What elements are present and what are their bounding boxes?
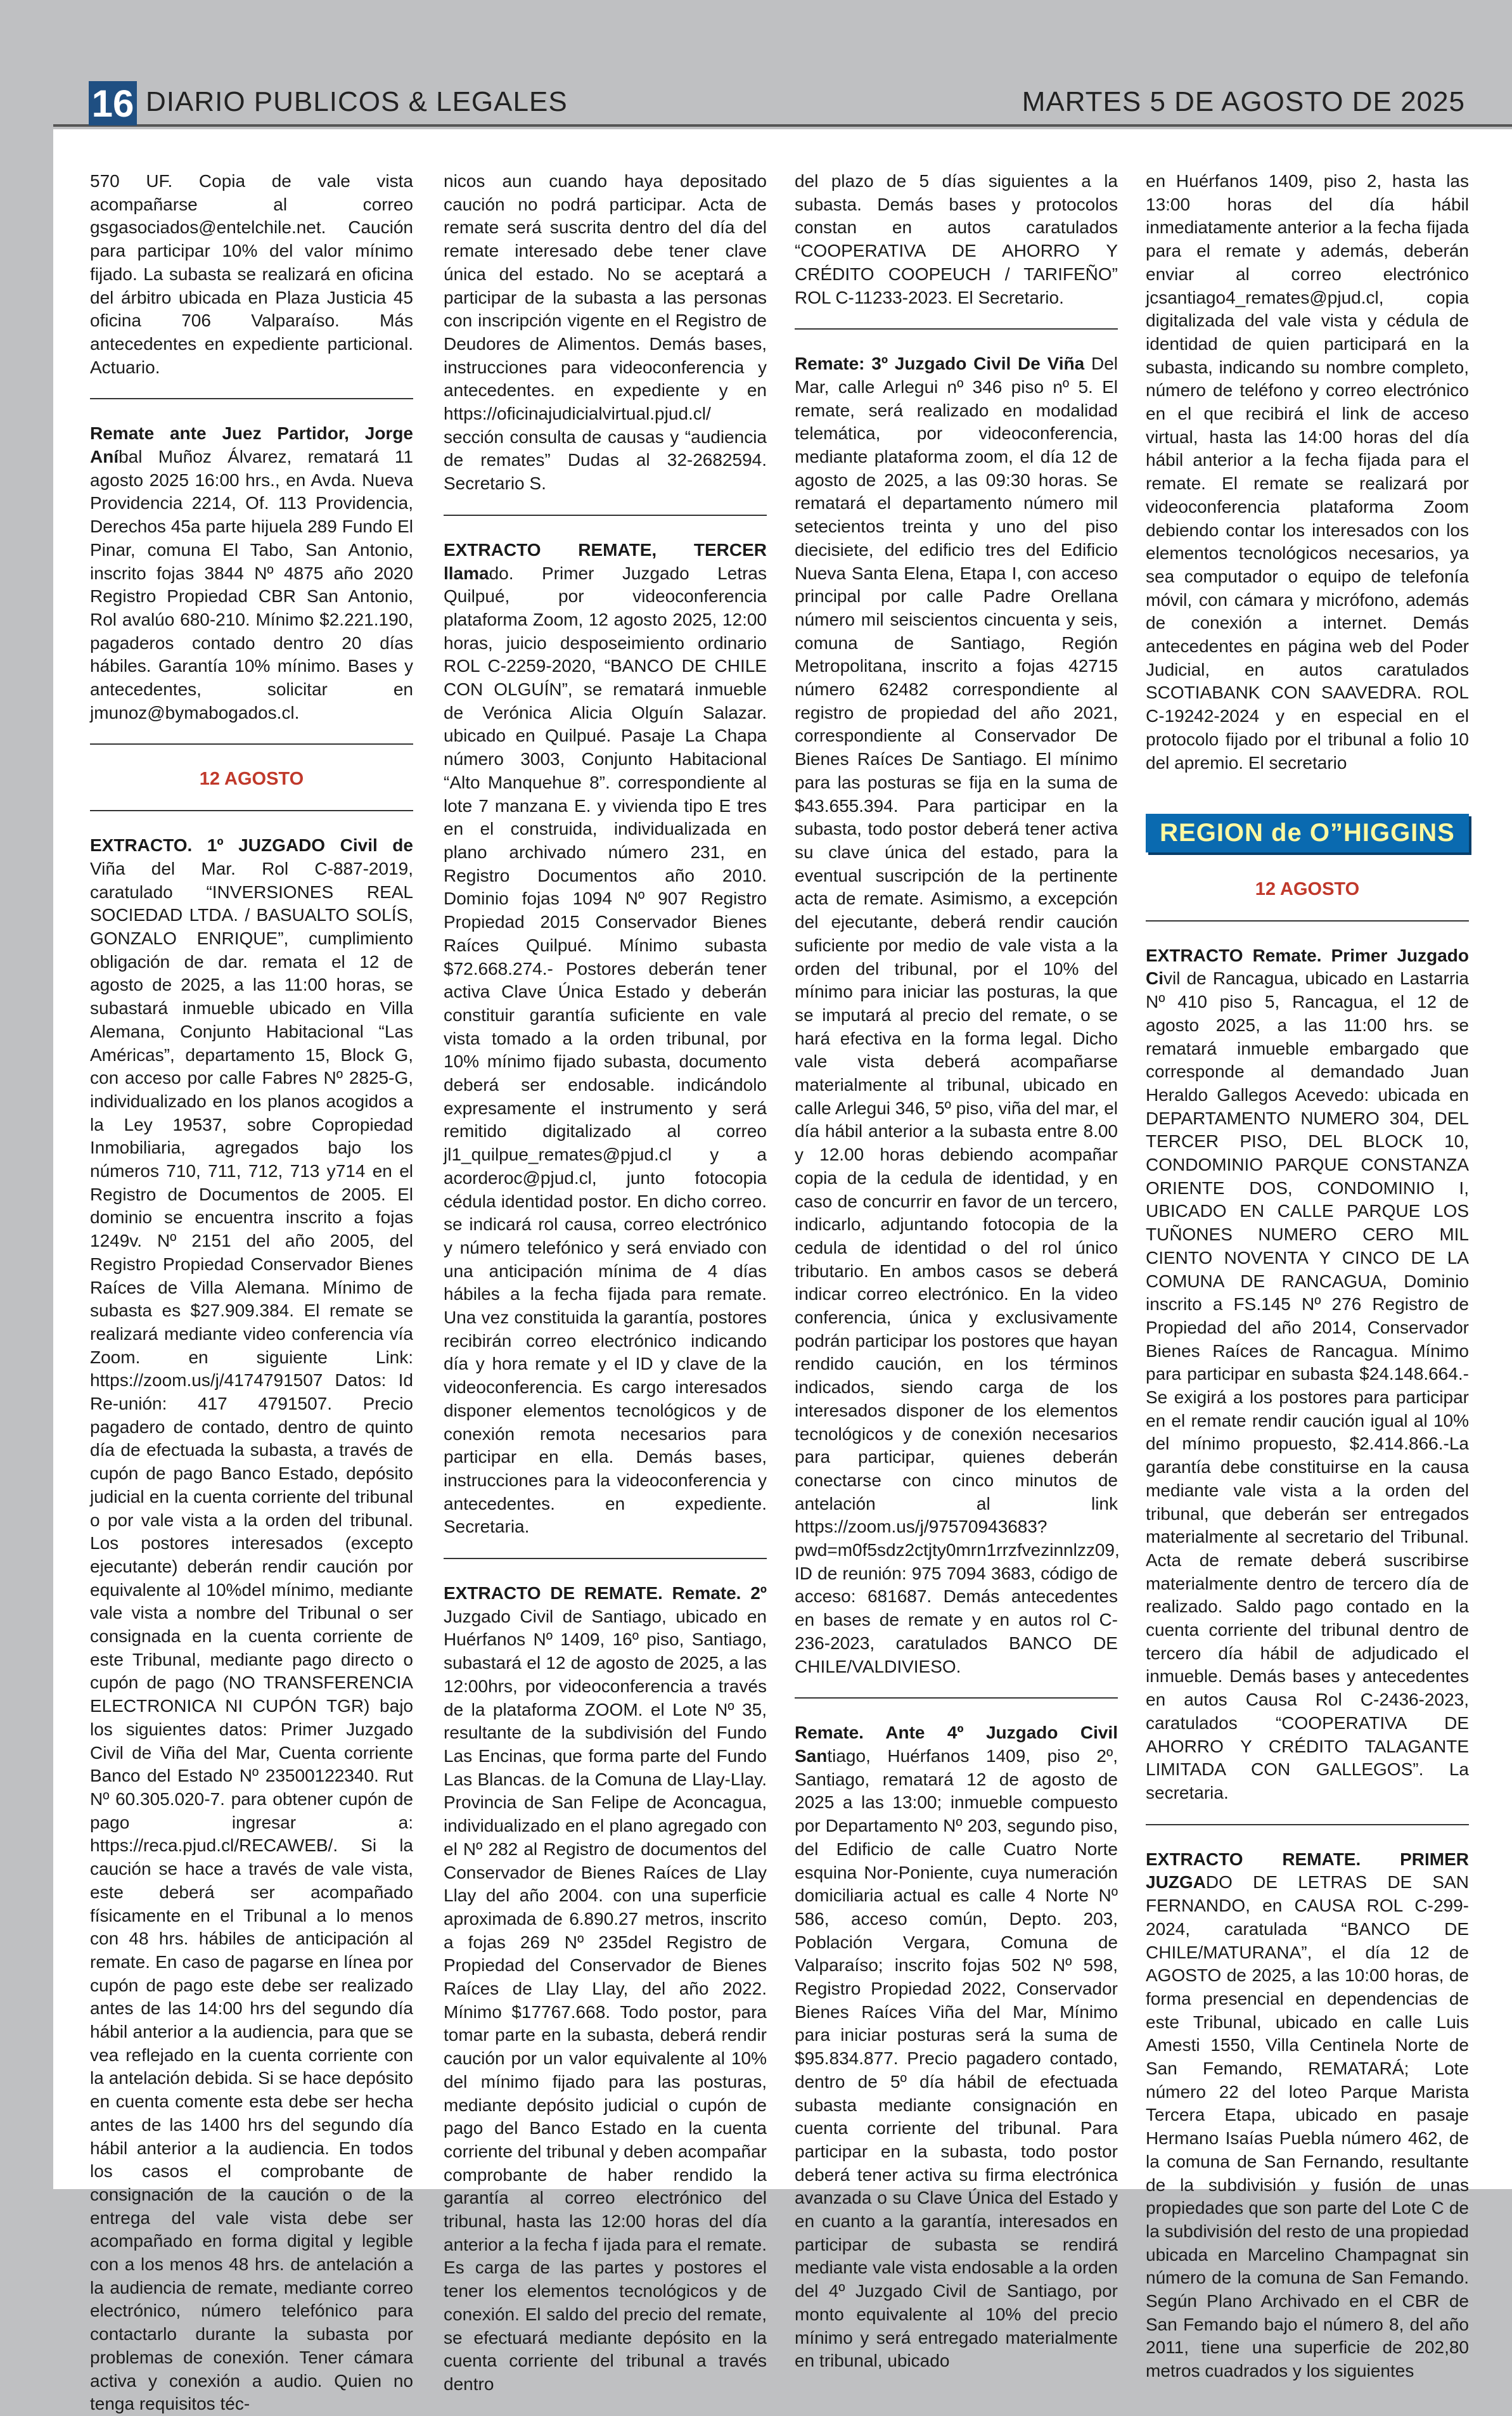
notice-divider: [90, 398, 413, 399]
notice-lead: Remate. Ante 4º Juzgado Civil San: [795, 1723, 1118, 1766]
notice-text: nicos aun cuando haya depositado caución no podrá participar. Acta de remate será suscrita dentro del día del remate interesado debe tener clave única del estado. No se aceptará a participar de la subasta a las personas con inscripción vigente en el Registro de Deudores de Alimentos. Demás bases, instrucciones para videoconferencia y antecedentes. en expediente y en https://oficinajudicialvirtual.pjud.cl/ sección consulta de causas y “audiencia de remates” Dudas al 32-2682594. Secretario S.: [444, 171, 767, 494]
notice-divider: [90, 810, 413, 811]
date-heading: 12 AGOSTO: [199, 769, 304, 790]
notice-lead: EXTRACTO DE REMATE. Remate. 2º: [444, 1583, 767, 1603]
notice-divider: [1146, 920, 1469, 922]
issue-date: MARTES 5 DE AGOSTO DE 2025: [1022, 86, 1465, 117]
header-rule: [53, 124, 1512, 127]
notice: [90, 422, 413, 724]
notice-divider: [1146, 1824, 1469, 1825]
notice: [1146, 1848, 1469, 2383]
notice-body: tiago, Huérfanos 1409, piso 2º, Santiago, rematará 12 de agosto de 2025 a las 13:00; inmueble compuesto por Departamento Nº 203, segundo piso, del Edificio de calle Cuatro Norte esquina Nor-Poniente, cuya numeración domiciliaria actual es calle 4 Norte Nº 586, acceso común, Depto. 203, Población Vergara, Comuna de Valparaíso; inscrito fojas 502 Nº 598, Registro Propiedad 2022, Conservador Bienes Raíces Viña del Mar, Mínimo para iniciar posturas será la suma de $95.834.877. Precio pagadero contado, dentro de 5º día hábil de efectuada subasta mediante consignación en cuenta corriente del tribunal. Para participar en la subasta, todo postor deberá tener activa su firma electrónica avanzada o su Clave Única del Estado y en cuanto a la garantía, interesados en participar de subasta se rendirá mediante vale vista endosable a la orden del 4º Juzgado Civil de Santiago, por monto equivalente al 10% del precio mínimo y será entregado materialmente en tribunal, ubicado: [795, 1746, 1118, 2371]
notice-body: vil de Rancagua, ubicado en Lastarria Nº 410 piso 5, Rancagua, el 12 de agosto 2025, a las 11:00 hrs. se rematará inmueble embargado que corresponde al demandado Juan Heraldo Gallegos Acevedo: ubicada en DEPARTAMENTO NUMERO 304, DEL TERCER PISO, DEL BLOCK 10, CONDOMINIO PARQUE CONSTANZA ORIENTE DOS, CONDOMINIO I, UBICADO EN CALLE PARQUE LOS TUÑONES NUMERO CERO MIL CIENTO NOVENTA Y CINCO DE LA COMUNA DE RANCAGUA, Dominio inscrito a FS.145 Nº 276 Registro de Propiedad del año 2014, Conservador Bienes Raíces de Rancagua. Mínimo para participar en subasta $24.148.664.- Se exigirá a los postores para participar en el remate rendir caución igual al 10% del mínimo propuesto, $2.414.866.-La garantía debe constituirse en la causa mediante vale vista a la orden del tribunal, que deberán ser entregados materialmente al secretario del Tribunal. Acta de remate deberá suscribirse materialmente dentro de tercero día de realizado. Saldo pago contado en la cuenta corriente del tribunal dentro de tercero día hábil de adjudicado el inmueble. Demás bases y antecedentes en autos Causa Rol C-2436-2023, caratulados “COOPERATIVA DE AHORRO Y CRÉDITO TALAGANTE LIMITADA CON GALLEGOS”. La secretaria.: [1146, 968, 1469, 1802]
section-title: DIARIO PUBLICOS & LEGALES: [146, 86, 568, 117]
notice-text: 570 UF. Copia de vale vista acompañarse al correo gsgasociados@entelchile.net. Caución para participar 10% del valor mínimo fijado. La subasta se realizará en oficina del árbitro ubicada en Plaza Justicia 45 oficina 706 Valparaíso. Más antecedentes en expediente particional. Actuario.: [90, 171, 413, 377]
column-3: [795, 170, 1120, 2371]
notice-body: Juzgado Civil de Santiago, ubicado en Huérfanos Nº 1409, 16º piso, Santiago, subastará el 12 de agosto de 2025, a las 12:00hrs, por videoconferencia a través de la plataforma ZOOM. el Lote Nº 35, resultante de la subdivisión del Fundo Las Encinas, que forma parte del Fundo Las Blancas. de la Comuna de Llay-Llay. Provincia de San Felipe de Aconcagua, individualizado en el plano agregado con el Nº 282 al Registro de documentos del Conservador de Bienes Raíces de Llay Llay del año 2004. con una superficie aproximada de 6.890.27 metros, inscrito a fojas 269 Nº 235del Registro de Propiedad del Conservador de Bienes Raíces de Llay Llay, del año 2022. Mínimo $17767.668. Todo postor, para tomar parte en la subasta, deberá rendir caución por un valor equivalente al 10% del mínimo fijado para las posturas, mediante depósito judicial o cupón de pago del Banco Estado en la cuenta corriente del tribunal y deben acompañar comprobante de haber rendido la garantía al correo electrónico del tribunal, hasta las 12:00 horas del día anterior a la fecha f ijada para el remate. Es carga de las partes y postores el tener los elementos tecnológicos y de conexión. El saldo del precio del remate, se efectuará mediante depósito en la cuenta corriente del tribunal a través dentro: [444, 1606, 767, 2394]
notice-lead: EXTRACTO REMATE, TERCER llama: [444, 539, 767, 583]
notice-body: do. Primer Juzgado Letras Quilpué, por videoconferencia plataforma Zoom, 12 agosto 2025, 12:00 horas, juicio desposeimiento ordinario ROL C-2259-2020, “BANCO DE CHILE CON OLGUÍN”, se rematará inmueble de Verónica Alicia Olguín Salazar. ubicado en Quilpué. Pasaje La Chapa número 3003, Conjunto Habitacional “Alto Manquehue 8”. correspondiente al lote 7 manzana E. y vivienda tipo E tres en el construida, individualizada en plano archivado número 231, en Registro Documentos año 2010. Dominio fojas 1094 Nº 907 Registro Propiedad 2015 Conservador Bienes Raíces Quilpué. Mínimo subasta $72.668.274.- Postores deberán tener activa Clave Única Estado y deberán constituir garantía suficiente en vale vista tomado a la orden tribunal, por 10% mínimo fijado subasta, documento deberá ser endosable. indicándolo expresamente el instrumento y será remitido digitalizado al correo jl1_quilpue_remates@pjud.cl y a acorderoc@pjud.cl, junto fotocopia cédula identidad postor. En dicho correo. se indicará rol causa, correo electrónico y número telefónico y será enviado con una anticipación mínima de 4 días hábiles a la fecha fijada para remate. Una vez constituida la garantía, postores recibirán correo electrónico indicando día y hora remate y el ID y clave de la videoconferencia. Es cargo interesados disponer elementos tecnológicos y de conexión remota necesarios para participar en ella. Demás bases, instrucciones para la videoconferencia y antecedentes. en expediente. Secretaria.: [444, 563, 767, 1537]
notice: [90, 834, 413, 2416]
notice: [795, 1721, 1118, 2373]
column-4: [1146, 170, 1469, 2381]
notice-body: bal Muñoz Álvarez, rematará 11 agosto 2025 16:00 hrs., en Avda. Nueva Providencia 2214, Of. 113 Providencia, Derechos 45a parte hijuela 289 Fundo El Pinar, comuna El Tabo, San Antonio, inscrito fojas 3844 Nº 4875 año 2020 Registro Propiedad CBR San Antonio, Rol avalúo 680-210. Mínimo $2.221.190, pagaderos contado dentro 20 días hábiles. Garantía 10% mínimo. Bases y antecedentes, solicitar en jmunoz@bymabogados.cl.: [90, 447, 413, 723]
region-banner: REGION de O”HIGGINS: [1146, 814, 1469, 852]
date-heading: 12 AGOSTO: [1255, 878, 1360, 899]
column-1: [90, 170, 413, 2414]
notice-divider: [90, 743, 413, 745]
notice: [795, 352, 1118, 1678]
notice: [444, 539, 767, 1539]
notice-body: Viña del Mar. Rol C-887-2019, caratulado “INVERSIONES REAL SOCIEDAD LTDA. / BASUALTO SOLÍS, GONZALO ENRIQUE”, cumplimiento obligación de dar. remata el 12 de agosto de 2025, a las 11:00 horas, se subastará inmueble ubicado en Villa Alemana, Conjunto Habitacional “Las Américas”, departamento 15, Block G, con acceso por calle Fabres Nº 2825-G, individualizado en los planos acogidos a la Ley 19537, sobre Copropiedad Inmobiliaria, agregados bajo los números 710, 711, 712, 713 y714 en el Registro de Documentos de 2005. El dominio se encuentra inscrito a fojas 1249v. Nº 2151 del año 2005, del Registro Propiedad Conservador Bienes Raíces de Villa Alemana. Mínimo de subasta es $27.909.384. El remate se realizará mediante video conferencia vía Zoom. en siguiente Link: https://zoom.us/j/4174791507 Datos: Id Re-unión: 417 4791507. Precio pagadero de contado, dentro de quinto día de efectuada la subasta, a través de cupón de pago Banco Estado, depósito judicial en la cuenta corriente del tribunal o por vale vista a la orden del tribunal. Los postores interesados (excepto ejecutante) deberán rendir caución por equivalente al 10%del mínimo, mediante vale vista a nombre del Tribunal o ser consignada en la cuenta corriente de este Tribunal, mediante pago directo o cupón de pago (NO TRANSFERENCIA ELECTRONICA NI CUPÓN TGR) bajo los siguientes datos: Primer Juzgado Civil de Viña del Mar, Cuenta corriente Banco del Estado Nº 23500122340. Rut Nº 60.305.020-7. para obtener cupón de pago ingresar a: https://reca.pjud.cl/RECAWEB/. Si la caución se hace a través de vale vista, este deberá ser acompañado físicamente en el Tribunal a lo menos con 48 hrs. hábiles de anticipación al remate. En caso de pagarse en línea por cupón de pago este debe ser realizado antes de las 14:00 hrs del segundo día hábil anterior a la audiencia, para que se vea reflejado en la cuenta corriente con la antelación debida. Si se hace depósito en cuenta comente esta debe ser hecha antes de las 1400 hrs del segundo día hábil anterior a la audiencia. En todos los casos el comprobante de consignación de la caución o de la entrega del vale vista debe ser acompañado en forma digital y legible con a los menos 48 hrs. de antelación a la audiencia de remate, mediante correo electrónico, número telefónico para contactarlo durante la subasta por problemas de conexión. Tener cámara activa y conexión a audio. Quien no tenga requisitos téc-: [90, 858, 413, 2414]
notice-text: del plazo de 5 días siguientes a la subasta. Demás bases y protocolos constan en autos caratulados “COOPERATIVA DE AHORRO Y CRÉDITO COOPEUCH / TARIFEÑO” ROL C-11233-2023. El Secretario.: [795, 171, 1118, 307]
notice-lead: EXTRACTO Remate. Primer Juzgado Ci: [1146, 945, 1469, 989]
notice-text: en Huérfanos 1409, piso 2, hasta las 13:00 horas del día hábil inmediatamente anterior a la fecha fijada para el remate y además, deberán enviar al correo electrónico jcsantiago4_remates@pjud.cl, copia digitalizada del vale vista y cédula de identidad de quien participará en la subasta, indicando su nombre completo, número de teléfono y correo electrónico en el que recibirá el link de acceso virtual, hasta las 14:00 horas del día hábil anterior a la fecha fijada para el remate. El remate se realizará por videoconferencia plataforma Zoom debiendo contar los interesados con los elementos tecnológicos necesarios, ya sea computador o equipo de telefonía móvil, con cámara y micrófono, además de conexión a internet. Demás antecedentes en página web del Poder Judicial, en autos caratulados SCOTIABANK CON SAAVEDRA. ROL C-19242-2024 y en especial en el protocolo fijado por el tribunal a folio 10 del apremio. El secretario: [1146, 171, 1469, 773]
column-2: [444, 170, 767, 2394]
page-number: 16: [89, 81, 137, 125]
notice-divider: [444, 1558, 767, 1559]
notice: [444, 1582, 767, 2396]
notice-body: DO DE LETRAS DE SAN FERNANDO, en CAUSA ROL C-299-2024, caratulada “BANCO DE CHILE/MATURANA”, el día 12 de AGOSTO de 2025, a las 10:00 horas, de forma presencial en dependencias de este Tribunal, ubicado en calle Luis Amesti 1550, Villa Centinela Norte de San Femando, REMATARÁ; Lote número 22 del loteo Parque Marista Tercera Etapa, ubicado en pasaje Hermano Isaías Puebla número 462, de la comuna de San Fernando, resultante de la subdivisión y fusión de unas propiedades que son parte del Lote C de la subdivisión del resto de una propiedad ubicada en Marcelino Champagnat sin número de la comuna de San Femando. Según Plano Archivado en el CBR de San Femando bajo el número 8, del año 2011, tiene una superficie de 202,80 metros cuadrados y los siguientes: [1146, 1872, 1469, 2381]
notice-divider: [444, 515, 767, 516]
notice-lead: EXTRACTO REMATE. PRIMER JUZGA: [1146, 1849, 1469, 1892]
notice-body: Del Mar, calle Arlegui nº 346 piso nº 5. El remate, será realizado en modalidad telemática, por videoconferencia, mediante plataforma zoom, el día 12 de agosto de 2025, a las 09:30 horas. Se rematará el departamento número mil setecientos treinta y uno del piso diecisiete, del edificio tres del Edificio Nueva Santa Elena, Etapa I, con acceso principal por calle Padre Orellana número mil seiscientos cincuenta y seis, comuna de Santiago, Región Metropolitana, inscrito a fojas 42715 número 62482 correspondiente al registro de propiedad del año 2021, correspondiente al Conservador De Bienes Raíces De Santiago. El mínimo para las posturas se fija en la suma de $43.655.394. Para participar en la subasta, todo postor deberá tener activa su clave única del estado, para la eventual suscripción de la pertinente acta de remate. Asimismo, a excepción del ejecutante, deberá rendir caución suficiente por medio de vale vista a la orden del tribunal, por el 10% del mínimo para iniciar las posturas, la que se imputará al precio del remate, o se hará efectiva en la forma legal. Dicho vale vista deberá acompañarse materialmente al tribunal, ubicado en calle Arlegui 346, 5º piso, viña del mar, el día hábil anterior a la subasta entre 8.00 y 12.00 horas debiendo acompañar copia de la cedula de identidad, y en caso de concurrir en favor de un tercero, indicarlo, adjuntando fotocopia de la cedula de identidad o del rol único tributario. En ambos casos se deberá indicar correo electrónico. En la video conferencia, única y exclusivamente podrán participar los postores que hayan rendido caución, en los términos indicados, siendo carga de los interesados disponer de los elementos tecnológicos y de conexión necesarios para participar, quienes deberán conectarse con cinco minutos de antelación al link https://zoom.us/j/97570943683?pwd=m0f5sdz2ctjty0mrn1rrzfvezinnlzz09, ID de reunión: 975 7094 3683, código de acceso: 681687. Demás antecedentes en bases de remate y en autos rol C-236-2023, caratulados BANCO DE CHILE/VALDIVIESO.: [795, 354, 1120, 1676]
notice-divider: [795, 328, 1118, 330]
notice-divider: [795, 1697, 1118, 1699]
notice-lead: EXTRACTO. 1º JUZGADO Civil de: [90, 835, 413, 856]
notice: [1146, 944, 1469, 1805]
notice-lead: Remate: 3º Juzgado Civil De Viña: [795, 354, 1085, 374]
notice-lead: Remate ante Juez Partidor, Jorge Aní: [90, 423, 413, 467]
